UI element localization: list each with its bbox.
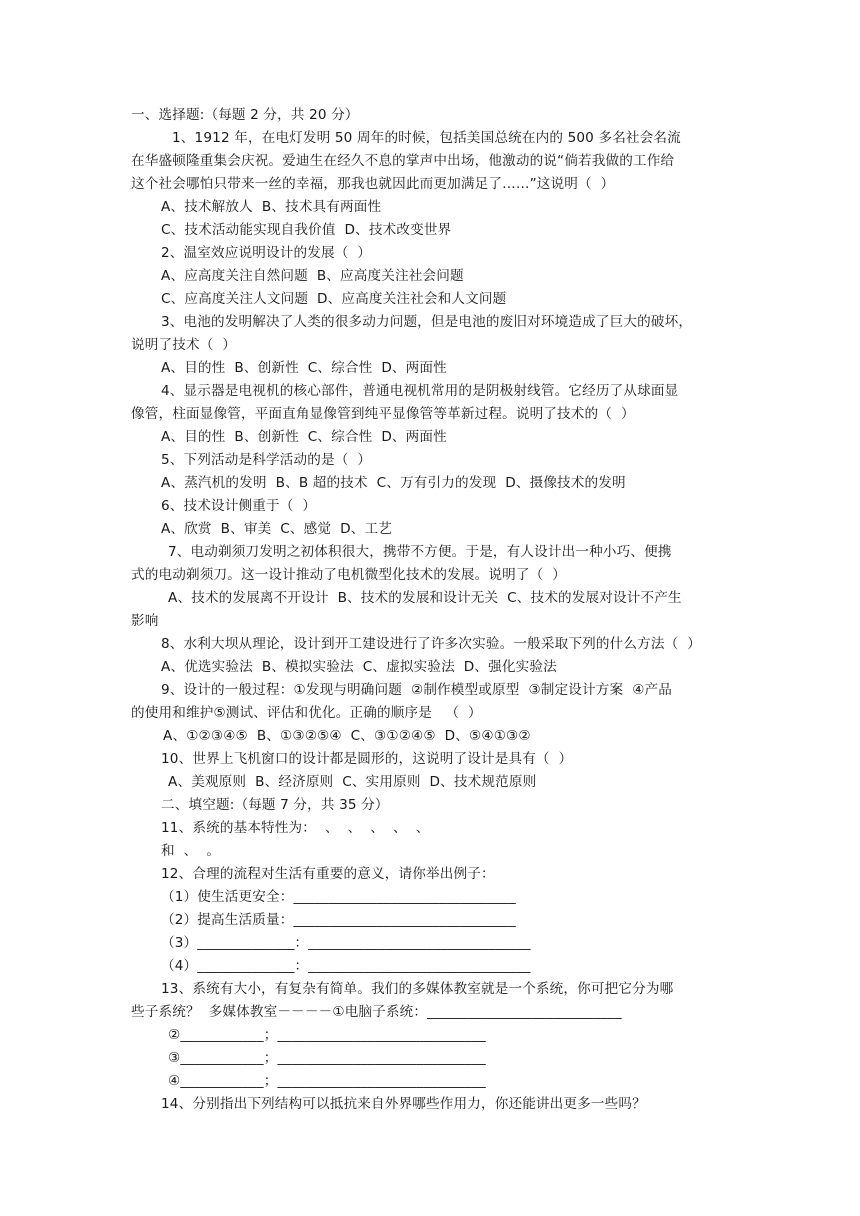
q2-options-ab: A、应高度关注自然问题 B、应高度关注社会问题 <box>161 268 464 284</box>
q3-text-line2: 说明了技术（ ） <box>131 337 237 353</box>
q1-options-cd: C、技术活动能实现自我价值 D、技术改变世界 <box>161 222 452 238</box>
q4-text-line1: 4、显示器是电视机的核心部件，普通电视机常用的是阴极射线管。它经历了从球面显 <box>161 383 679 399</box>
q13-item-2: ②____________；______________________________ <box>168 1027 486 1043</box>
q10-options: A、美观原则 B、经济原则 C、实用原则 D、技术规范原则 <box>168 774 537 790</box>
section-1-heading: 一、选择题:（每题 2 分，共 20 分） <box>131 107 359 123</box>
q6-text: 6、技术设计侧重于（ ） <box>161 498 317 514</box>
q7-text-line2: 式的电动剃须刀。这一设计推动了电机微型化技术的发展。说明了（ ） <box>131 567 566 583</box>
q12-item-2: （2）提高生活质量：________________________________ <box>161 912 516 928</box>
q12-item-1: （1）使生活更安全：________________________________ <box>161 889 516 905</box>
q3-text-line1: 3、电池的发明解决了人类的很多动力问题，但是电池的废旧对环境造成了巨大的破坏， <box>161 314 693 330</box>
q13-text-line1: 13、系统有大小，有复杂有简单。我们的多媒体教室就是一个系统，你可把它分为哪 <box>161 981 674 997</box>
q1-text-line1: 1、1912 年，在电灯发明 50 周年的时候，包括美国总统在内的 500 多名社会名流 <box>172 130 681 146</box>
q4-text-line2: 像管，柱面显像管，平面直角显像管到纯平显像管等革新过程。说明了技术的（ ） <box>131 406 635 422</box>
q13-text-line2: 些子系统？ 多媒体教室－－－－①电脑子系统：____________________________ <box>131 1004 622 1020</box>
q7-options-line2: 影响 <box>131 613 159 629</box>
q13-item-3: ③____________；______________________________ <box>168 1050 486 1066</box>
q9-text-line1: 9、设计的一般过程：①发现与明确问题 ②制作模型或原型 ③制定设计方案 ④产品 <box>161 682 673 698</box>
q12-text: 12、合理的流程对生活有重要的意义，请你举出例子： <box>161 866 495 882</box>
q1-options-ab: A、技术解放人 B、技术具有两面性 <box>161 199 382 215</box>
q11-text-line1: 11、系统的基本特性为： 、 、 、 、 、 <box>161 820 430 836</box>
q14-text: 14、分别指出下列结构可以抵抗来自外界哪些作用力，你还能讲出更多一些吗？ <box>161 1096 646 1112</box>
q2-options-cd: C、应高度关注人文问题 D、应高度关注社会和人文问题 <box>161 291 507 307</box>
q5-text: 5、下列活动是科学活动的是（ ） <box>161 452 372 468</box>
q4-options: A、目的性 B、创新性 C、综合性 D、两面性 <box>161 429 447 445</box>
q7-text-line1: 7、电动剃须刀发明之初体积很大，携带不方便。于是，有人设计出一种小巧、便携 <box>168 544 672 560</box>
q1-text-line2: 在华盛顿隆重集会庆祝。爱迪生在经久不息的掌声中出场，他激动的说“倘若我做的工作给 <box>131 153 675 169</box>
q11-text-line2: 和 、 。 <box>161 843 221 859</box>
q2-text: 2、温室效应说明设计的发展（ ） <box>161 245 372 261</box>
q8-text: 8、水利大坝从理论，设计到开工建设进行了许多次实验。一般采取下列的什么方法（ ） <box>161 636 702 652</box>
q5-options: A、蒸汽机的发明 B、B 超的技术 C、万有引力的发现 D、摄像技术的发明 <box>161 475 626 491</box>
q12-item-4: （4）______________：________________________________ <box>161 958 531 974</box>
q9-options: A、①②③④⑤ B、①③②⑤④ C、③①②④⑤ D、⑤④①③② <box>163 728 531 744</box>
q1-text-line3: 这个社会哪怕只带来一丝的幸福，那我也就因此而更加满足了……”这说明（ ） <box>131 176 615 192</box>
q3-options: A、目的性 B、创新性 C、综合性 D、两面性 <box>161 360 447 376</box>
q12-item-3: （3）______________：________________________________ <box>161 935 531 951</box>
q8-options: A、优选实验法 B、模拟实验法 C、虚拟实验法 D、强化实验法 <box>161 659 557 675</box>
q9-text-line2: 的使用和维护⑤测试、评估和优化。正确的顺序是 （ ） <box>131 705 482 721</box>
section-2-heading: 二、填空题:（每题 7 分，共 35 分） <box>161 797 389 813</box>
q6-options: A、欣赏 B、审美 C、感觉 D、工艺 <box>161 521 392 537</box>
q13-item-4: ④____________；______________________________ <box>168 1073 486 1089</box>
q10-text: 10、世界上飞机窗口的设计都是圆形的，这说明了设计是具有（ ） <box>161 751 573 767</box>
q7-options-line1: A、技术的发展离不开设计 B、技术的发展和设计无关 C、技术的发展对设计不产生 <box>168 590 682 606</box>
